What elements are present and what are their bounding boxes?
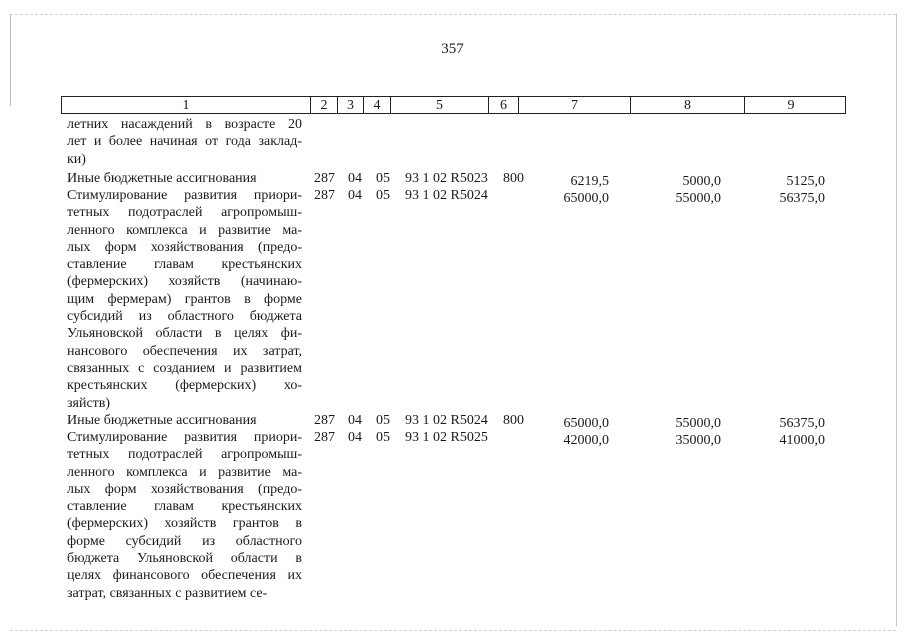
cell-ministry-code: 287 — [314, 430, 335, 445]
cell-amount-col9: 56375,0 — [779, 416, 825, 431]
cell-expense-type: 800 — [503, 171, 524, 186]
cell-target-article: 93 1 02 R5025 — [405, 430, 488, 445]
header-col-4: 4 — [364, 97, 391, 113]
row-description — [67, 187, 302, 412]
cell-amount-col9: 5125,0 — [786, 174, 825, 189]
page-number: 357 — [441, 41, 464, 57]
cell-ministry-code: 287 — [314, 171, 335, 186]
header-col-7: 7 — [519, 97, 631, 113]
cell-section: 04 — [348, 413, 362, 428]
cell-subsection: 05 — [376, 188, 390, 203]
cell-ministry-code: 287 — [314, 188, 335, 203]
header-col-5: 5 — [391, 97, 489, 113]
description-line: форме субсидий из областного — [67, 533, 302, 549]
cell-subsection: 05 — [376, 413, 390, 428]
row-description — [67, 170, 302, 187]
cell-amount-col8: 55000,0 — [675, 416, 721, 431]
description-line: Стимулирование развития приори- — [67, 188, 302, 203]
cell-amount-col8: 35000,0 — [675, 433, 721, 448]
header-col-3: 3 — [338, 97, 364, 113]
table-header-row — [61, 96, 846, 114]
cell-amount-col7: 65000,0 — [563, 191, 609, 206]
scan-left-edge — [10, 14, 11, 106]
scan-top-edge — [10, 14, 896, 15]
description-line: целях финансового обеспечения их — [67, 568, 302, 584]
cell-target-article: 93 1 02 R5024 — [405, 413, 488, 428]
header-col-8: 8 — [631, 97, 745, 113]
description-line: Стимулирование развития приори- — [67, 430, 302, 445]
row-description — [67, 429, 302, 602]
description-line: (фермерских) хозяйств грантов в — [67, 516, 302, 532]
description-line: связанных с созданием и развитием — [67, 360, 302, 376]
scan-bottom-edge — [10, 630, 896, 631]
cell-section: 04 — [348, 430, 362, 445]
description-line: ставление главам крестьянских — [67, 499, 302, 515]
description-line: зяйств) — [67, 395, 111, 411]
cell-expense-type: 800 — [503, 413, 524, 428]
description-line: Иные бюджетные ассигнования — [67, 413, 257, 428]
row-description — [67, 412, 302, 429]
description-line: ки) — [67, 151, 86, 167]
description-line: ленного комплекса и развитие ма- — [67, 464, 302, 480]
description-line: лет и более начиная от года заклад- — [67, 134, 302, 150]
description-line: щим фермерам) грантов в форме — [67, 291, 302, 307]
description-line: субсидий из областного бюджета — [67, 309, 302, 325]
description-line: ленного комплекса и развитие ма- — [67, 222, 302, 238]
description-line: крестьянских (фермерских) хо- — [67, 378, 302, 394]
cell-amount-col8: 5000,0 — [682, 174, 721, 189]
header-col-1: 1 — [62, 97, 311, 113]
cell-amount-col9: 56375,0 — [779, 191, 825, 206]
cell-amount-col9: 41000,0 — [779, 433, 825, 448]
cell-ministry-code: 287 — [314, 413, 335, 428]
description-line: лых форм хозяйствования (предо- — [67, 481, 302, 497]
description-line: ставление главам крестьянских — [67, 257, 302, 273]
description-line: тетных подотраслей агропромыш- — [67, 447, 302, 463]
cell-subsection: 05 — [376, 171, 390, 186]
cell-target-article: 93 1 02 R5024 — [405, 188, 488, 203]
description-line: тетных подотраслей агропромыш- — [67, 205, 302, 221]
description-line: затрат, связанных с развитием се- — [67, 585, 268, 601]
cell-amount-col7: 65000,0 — [563, 416, 609, 431]
cell-target-article: 93 1 02 R5023 — [405, 171, 488, 186]
description-line: лых форм хозяйствования (предо- — [67, 239, 302, 255]
header-col-2: 2 — [311, 97, 338, 113]
description-line: бюджета Ульяновской области в — [67, 551, 302, 567]
scan-right-edge — [896, 14, 897, 626]
cell-amount-col7: 42000,0 — [563, 433, 609, 448]
cell-amount-col8: 55000,0 — [675, 191, 721, 206]
description-line: летних насаждений в возрасте 20 — [67, 117, 302, 132]
description-line: Ульяновской области в целях фи- — [67, 326, 302, 342]
description-line: Иные бюджетные ассигнования — [67, 171, 257, 186]
cell-subsection: 05 — [376, 430, 390, 445]
cell-amount-col7: 6219,5 — [570, 174, 609, 189]
cell-section: 04 — [348, 171, 362, 186]
description-line: нансового обеспечения их затрат, — [67, 343, 302, 359]
header-col-9: 9 — [787, 98, 795, 113]
row-description — [67, 116, 302, 168]
description-line: (фермерских) хозяйств (начинаю- — [67, 274, 302, 290]
cell-section: 04 — [348, 188, 362, 203]
header-col-6: 6 — [489, 97, 519, 113]
